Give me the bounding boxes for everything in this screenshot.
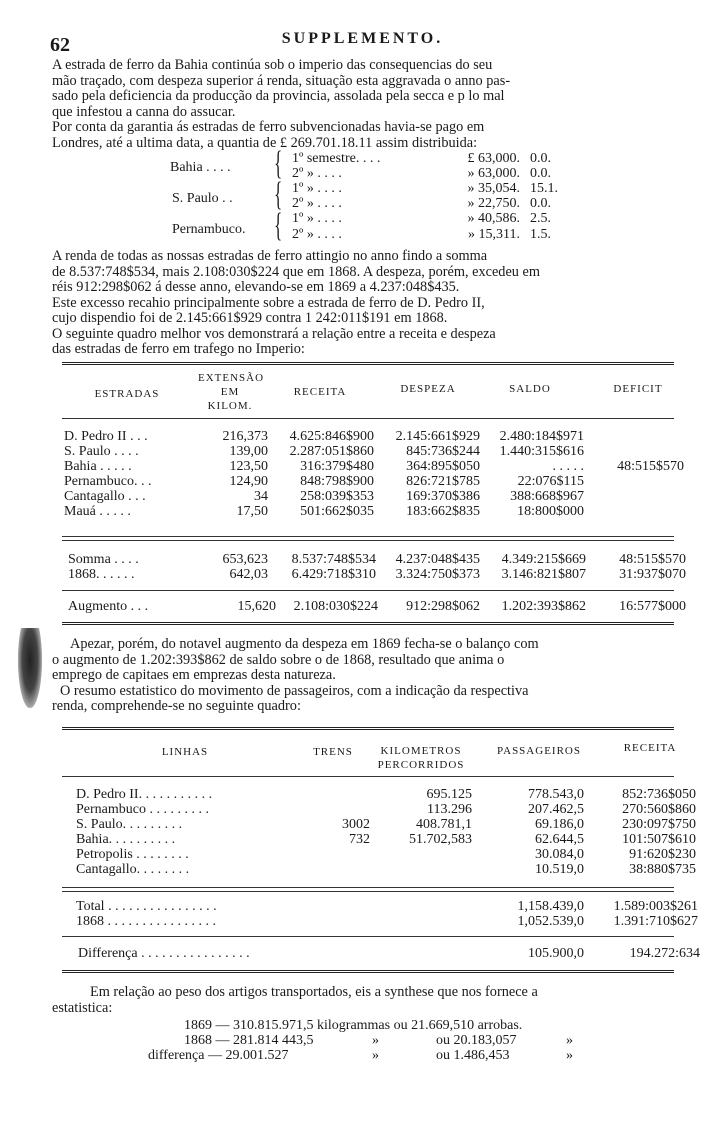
cell-extension: 139,00: [229, 444, 268, 459]
cell-balance: 4.349:215$669: [501, 552, 586, 567]
paragraph-revenue: [52, 249, 674, 358]
table-rule: [62, 727, 674, 730]
cell-passengers: 207.462,5: [528, 802, 584, 817]
cell-passengers: 1,158.439,0: [517, 899, 584, 914]
table-rule: [62, 936, 674, 937]
text-line: emprego de capitaes em emprezas desta natureza.: [52, 667, 336, 683]
table-rule: [62, 418, 674, 419]
text-line: réis 912:298$062 á desse anno, elevando-se em 1869 a 4.237:048$435.: [52, 279, 460, 295]
table-rule: [62, 970, 674, 973]
cell-revenue: 4.625:846$900: [289, 429, 374, 444]
cell-balance: 1.440:315$616: [499, 444, 584, 459]
guarantee-line-name: S. Paulo . .: [172, 191, 233, 206]
cell-expense: 169:370$386: [406, 489, 480, 504]
cell-passengers: 62.644,5: [535, 832, 584, 847]
cell-extension: 34: [254, 489, 268, 504]
column-header: RECEITA: [623, 742, 677, 754]
cell-trains: 732: [349, 832, 370, 847]
column-header: DESPEZA: [400, 383, 456, 395]
guarantee-amount: » 15,311.: [468, 227, 520, 242]
guarantee-semester: 1º » . . . .: [292, 211, 342, 226]
text-line: A renda de todas as nossas estradas de ferro attingio no anno findo a somma: [52, 248, 488, 264]
text-line: Em relação ao peso dos artigos transportados, eis a synthese que nos fornece a: [90, 984, 538, 1000]
cell-road: Somma . . . .: [68, 552, 139, 567]
cell-deficit: 48:515$570: [617, 459, 684, 474]
cell-revenue: 6.429:718$310: [291, 567, 376, 582]
text-line: O resumo estatistico do movimento de passageiros, com a indicação da respectiva: [60, 682, 529, 699]
text-line: A estrada de ferro da Bahia continúa sob o imperio das consequencias do seu: [52, 57, 493, 73]
cell-revenue: 38:880$735: [629, 862, 696, 877]
cell-kilometres: 51.702,583: [409, 832, 472, 847]
text-line: O seguinte quadro melhor vos demonstrará a relação entre a receita e despeza: [52, 325, 496, 342]
cell-expense: 4.237:048$435: [395, 552, 480, 567]
table-rule: [62, 776, 674, 777]
cell-expense: 912:298$062: [406, 599, 480, 614]
cell-passengers: 69.186,0: [535, 817, 584, 832]
cell-revenue: 194.272:634: [629, 946, 700, 961]
cell-balance: . . . . .: [552, 459, 584, 474]
text-line: estatistica:: [52, 999, 113, 1016]
cell-line: D. Pedro II. . . . . . . . . . .: [76, 787, 213, 802]
cell-extension: 216,373: [222, 429, 268, 444]
text-line: sado pela deficiencia da producção da provincia, assolada pela secca e p lo mal: [52, 88, 505, 104]
guarantee-amount: » 40,586.: [467, 211, 520, 226]
cell-line: Cantagallo. . . . . . . .: [76, 862, 190, 877]
cell-revenue: 2.108:030$224: [293, 599, 378, 614]
cell-balance: 18:800$000: [517, 504, 584, 519]
table-rule: [62, 590, 674, 591]
table-rule: [62, 536, 674, 537]
cell-extension: 642,03: [229, 567, 268, 582]
guarantee-amount: » 22,750.: [467, 196, 520, 211]
text-line: Este excesso recahio principalmente sobre a estrada de ferro de D. Pedro II,: [52, 294, 485, 311]
cell-extension: 17,50: [236, 504, 268, 519]
cell-road: 1868. . . . . .: [68, 567, 135, 582]
cell-trains: 3002: [342, 817, 370, 832]
cell-revenue: 852:736$050: [622, 787, 696, 802]
column-header: SALDO: [509, 383, 551, 395]
cell-road: Cantagallo . . .: [64, 489, 146, 504]
cell-line: Petropolis . . . . . . . .: [76, 847, 189, 862]
cell-kilometres: 113.296: [427, 802, 472, 817]
cell-road: Bahia . . . . .: [64, 459, 132, 474]
cell-deficit: 31:937$070: [619, 567, 686, 582]
weights-line-arrobas: ou 1.486,453: [436, 1048, 510, 1063]
weights-line-arrobas: ou 20.183,057: [436, 1033, 517, 1048]
guarantee-semester: 1º » . . . .: [292, 181, 342, 196]
cell-balance: 3.146:821$807: [501, 567, 586, 582]
text-line: cujo dispendio foi de 2.145:661$929 contra 1 242:011$191 em 1868.: [52, 310, 448, 326]
cell-expense: 826:721$785: [406, 474, 480, 489]
cell-road: S. Paulo . . . .: [64, 444, 139, 459]
cell-passengers: 105.900,0: [528, 946, 584, 961]
cell-road: Augmento . . .: [68, 599, 149, 614]
guarantee-semester: 2º » . . . .: [292, 166, 342, 181]
cell-line: Bahia. . . . . . . . . .: [76, 832, 176, 847]
cell-revenue: 316:379$480: [300, 459, 374, 474]
guarantee-amount: » 35,054.: [467, 181, 520, 196]
cell-expense: 2.145:661$929: [395, 429, 480, 444]
cell-line: 1868 . . . . . . . . . . . . . . . .: [76, 914, 216, 929]
guarantee-semester: 1º semestre. . . .: [292, 151, 381, 166]
cell-revenue: 1.391:710$627: [613, 914, 698, 929]
cell-line: S. Paulo. . . . . . . . .: [76, 817, 183, 832]
paragraph-balance: [52, 637, 674, 715]
guarantee-fraction: 15.1.: [530, 181, 558, 196]
paragraph-weights: [52, 985, 674, 1016]
text-line: Apezar, porém, do notavel augmento da despeza em 1869 fecha-se o balanço com: [70, 636, 539, 652]
ditto-mark: »: [372, 1048, 379, 1063]
column-header: DEFICIT: [613, 383, 663, 395]
ditto-mark: »: [372, 1033, 379, 1048]
cell-revenue: 2.287:051$860: [289, 444, 374, 459]
cell-kilometres: 408.781,1: [416, 817, 472, 832]
cell-road: D. Pedro II . . .: [64, 429, 148, 444]
paragraph-guarantee: [52, 120, 674, 151]
text-line: Londres, até a ultima data, a quantia de £ 269.701.18.11 assim distribuida:: [52, 134, 478, 151]
cell-revenue: 8.537:748$534: [291, 552, 376, 567]
cell-revenue: 101:507$610: [622, 832, 696, 847]
cell-revenue: 1.589:003$261: [613, 899, 698, 914]
guarantee-amount: £ 63,000.: [467, 151, 520, 166]
cell-kilometres: 695.125: [426, 787, 472, 802]
text-line: que infestou a canna do assucar.: [52, 103, 236, 120]
cell-revenue: 501:662$035: [300, 504, 374, 519]
cell-passengers: 1,052.539,0: [517, 914, 584, 929]
cell-expense: 845:736$244: [406, 444, 480, 459]
weights-line-value: differença — 29.001.527: [148, 1048, 289, 1063]
cell-extension: 653,623: [222, 552, 268, 567]
cell-road: Mauá . . . . .: [64, 504, 131, 519]
column-header: EXTENSÃO EM KILOM.: [198, 372, 265, 412]
brace: {: [274, 145, 283, 182]
column-header: ESTRADAS: [94, 388, 160, 400]
text-line: das estradas de ferro em trafego no Imperio:: [52, 341, 305, 357]
brace: {: [274, 176, 283, 213]
column-header: KILOMETROS PERCORRIDOS: [377, 745, 465, 771]
guarantee-amount: » 63,000.: [467, 166, 520, 181]
cell-revenue: 91:620$230: [629, 847, 696, 862]
brace: {: [274, 207, 283, 244]
table-rule: [62, 362, 674, 365]
text-line: o augmento de 1.202:393$862 de saldo sobre o de 1868, resultado que anima o: [52, 651, 505, 668]
cell-revenue: 258:039$353: [300, 489, 374, 504]
weights-line: 1869 — 310.815.971,5 kilogrammas ou 21.669,510 arrobas.: [184, 1018, 523, 1033]
cell-passengers: 30.084,0: [535, 847, 584, 862]
cell-expense: 183:662$835: [406, 504, 480, 519]
ditto-mark: »: [566, 1033, 573, 1048]
cell-deficit: 16:577$000: [619, 599, 686, 614]
column-header: PASSAGEIROS: [497, 745, 581, 757]
table-rule: [62, 887, 674, 888]
cell-revenue: 848:798$900: [300, 474, 374, 489]
ditto-mark: »: [566, 1048, 573, 1063]
guarantee-fraction: 0.0.: [530, 151, 551, 166]
cell-balance: 388:668$967: [510, 489, 584, 504]
text-line: Por conta da garantia ás estradas de ferro subvencionadas havia-se pago em: [52, 119, 485, 135]
weights-line-value: 1868 — 281.814 443,5: [184, 1033, 314, 1048]
guarantee-semester: 2º » . . . .: [292, 227, 342, 242]
cell-expense: 364:895$050: [406, 459, 480, 474]
cell-extension: 15,620: [237, 599, 276, 614]
cell-line: Total . . . . . . . . . . . . . . . .: [76, 899, 217, 914]
guarantee-fraction: 2.5.: [530, 211, 551, 226]
guarantee-line-name: Pernambuco.: [172, 222, 246, 237]
column-header: LINHAS: [161, 746, 209, 758]
cell-line: Pernambuco . . . . . . . . .: [76, 802, 209, 817]
table-rule: [62, 622, 674, 625]
guarantee-fraction: 1.5.: [530, 227, 551, 242]
cell-passengers: 10.519,0: [535, 862, 584, 877]
paragraph-bahia-railway: [52, 58, 674, 120]
cell-passengers: 778.543,0: [528, 787, 584, 802]
cell-deficit: 48:515$570: [619, 552, 686, 567]
guarantee-fraction: 0.0.: [530, 196, 551, 211]
cell-extension: 124,90: [229, 474, 268, 489]
guarantee-semester: 2º » . . . .: [292, 196, 342, 211]
guarantee-line-name: Bahia . . . .: [170, 160, 231, 175]
text-line: mão traçado, com despeza superior á renda, situação esta aggravada o anno pas-: [52, 72, 511, 89]
cell-balance: 2.480:184$971: [499, 429, 584, 444]
column-header: TRENS: [313, 746, 353, 758]
page-header: SUPPLEMENTO.: [281, 30, 444, 47]
page-number: 62: [50, 34, 70, 56]
cell-revenue: 230:097$750: [622, 817, 696, 832]
table-rule: [62, 891, 674, 892]
cell-balance: 22:076$115: [517, 474, 584, 489]
cell-line: Differença . . . . . . . . . . . . . . . .: [78, 946, 250, 961]
text-line: renda, comprehende-se no seguinte quadro:: [52, 698, 301, 714]
cell-balance: 1.202:393$862: [501, 599, 586, 614]
table-rule: [62, 540, 674, 541]
column-header: RECEITA: [293, 386, 347, 398]
cell-expense: 3.324:750$373: [395, 567, 480, 582]
cell-extension: 123,50: [229, 459, 268, 474]
ink-blot: [18, 628, 42, 708]
guarantee-fraction: 0.0.: [530, 166, 551, 181]
cell-road: Pernambuco. . .: [64, 474, 152, 489]
cell-revenue: 270:560$860: [622, 802, 696, 817]
text-line: de 8.537:748$534, mais 2.108:030$224 que em 1868. A despeza, porém, excedeu em: [52, 263, 540, 280]
